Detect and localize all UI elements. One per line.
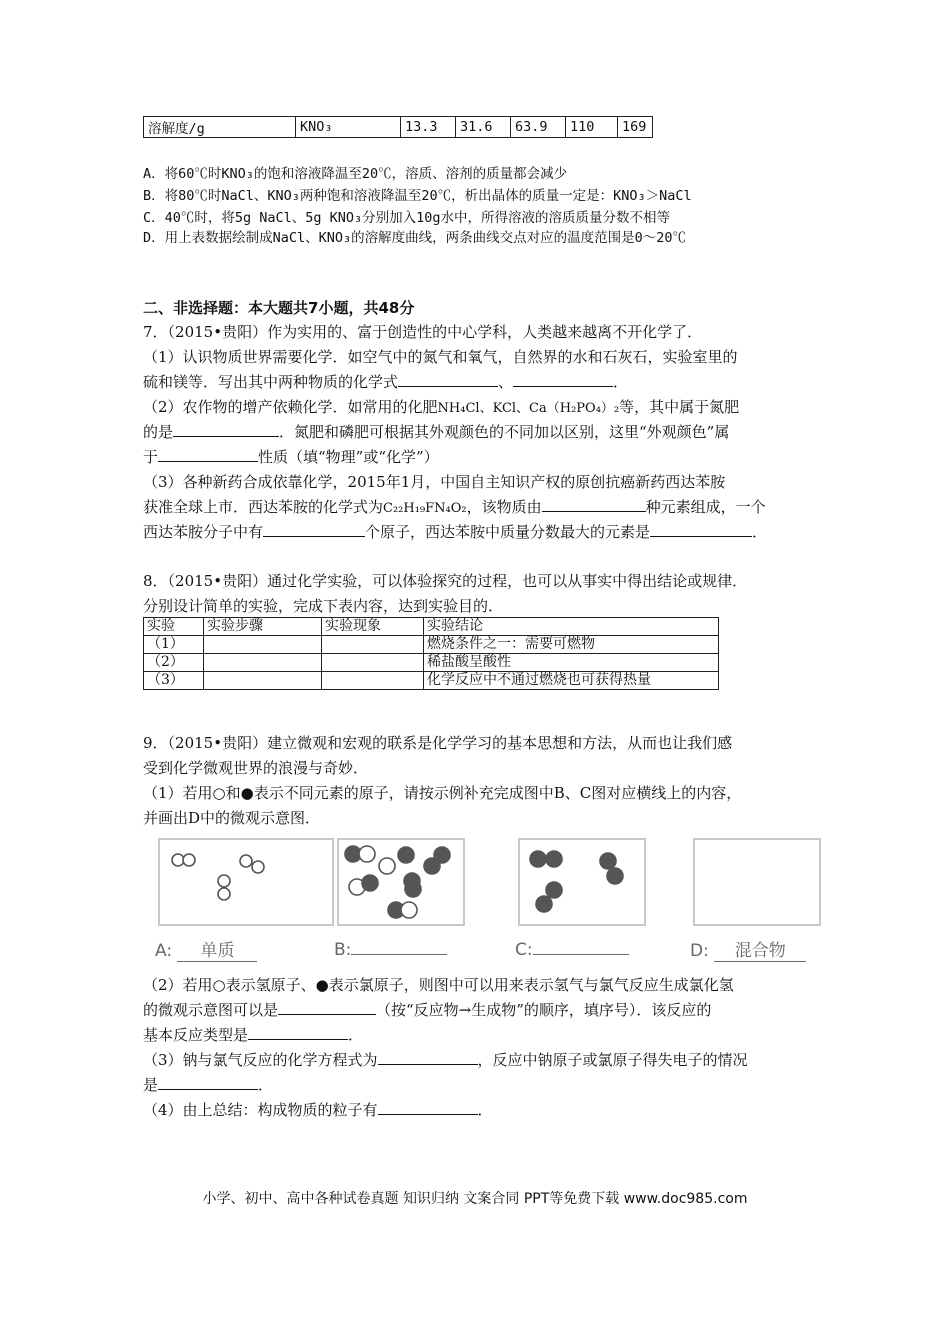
text: 个原子，西达苯胺中质量分数最大的元素是 [365,523,651,541]
text: （3）钠与氯气反应的化学方程式为 [143,1051,378,1069]
q9-line2: 受到化学微观世界的浪漫与奇妙． [143,759,369,777]
substance-cell: KNO₃ [296,117,401,138]
header-cell: 实验现象 [322,618,424,636]
answer-blank[interactable] [650,522,752,537]
cell[interactable] [322,636,424,654]
q7-p2b [143,422,729,442]
answer-blank[interactable] [378,1050,478,1065]
text: （1）若用○和 [143,784,241,802]
text: ．氮肥和磷肥可根据其外观颜色的不同加以区别，这里“外观颜色”属 [279,423,730,441]
answer-blank[interactable] [248,1025,348,1040]
label-a [155,936,257,962]
text: 的微观示意图可以是 [143,1001,279,1019]
text: 等，其中属于氮肥 [619,398,740,416]
diagram-b [339,840,463,924]
q8-intro: 8．（2015•贵阳）通过化学实验，可以体验探究的过程，也可以从事实中得出结论或规律． [143,572,748,590]
box-label: D: [690,941,709,961]
answer-blank[interactable] [378,1100,478,1115]
page-footer: 小学、初中、高中各种试卷真题 知识归纳 文案合同 PPT等免费下载 www.doc985.com [202,1191,748,1207]
box-label: B: [334,940,352,960]
text: 西达苯胺分子中有 [143,523,264,541]
section-title: 二、非选择题：本大题共7小题，共48分 [143,299,415,317]
q9-p3a [143,1050,748,1070]
q7-p3c [143,522,767,542]
q7-p3a: （3）各种新药合成依靠化学，2015年1月，中国自主知识产权的原创抗癌新药西达苯胺 [143,473,726,491]
text: 的是 [143,423,174,441]
q7-p2a [143,397,739,419]
table-row [144,117,653,138]
text: 基本反应类型是 [143,1026,249,1044]
text: 种元素组成，一个 [645,498,766,516]
value-cell: 63.9 [511,117,566,138]
cell: （2） [144,654,204,672]
box-label: C: [515,940,533,960]
cell[interactable] [322,672,424,690]
cell: （1） [144,636,204,654]
option-d: D．用上表数据绘制成NaCl、KNO₃的溶解度曲线，两条曲线交点对应的温度范围是0～20℃ [143,230,687,246]
answer-blank[interactable] [533,936,629,955]
text: ． [613,373,629,391]
diagram-box-d[interactable] [693,838,821,926]
row-label: 溶解度/g [144,117,296,138]
q9-p4 [143,1100,493,1120]
diagram-a [160,840,332,924]
header-cell: 实验 [144,618,204,636]
diagram-c [520,840,644,924]
text: 获准全球上市．西达苯胺的化学式为 [143,498,384,516]
formula: NH₄Cl、KCl、Ca（H₂PO₄）₂ [437,401,620,416]
cell[interactable] [204,636,322,654]
label-b [334,936,447,960]
answer-blank[interactable] [542,497,646,512]
cell[interactable] [204,654,322,672]
text: ． [348,1026,364,1044]
text: （4）由上总结：构成物质的粒子有 [143,1101,378,1119]
q7-p2c [143,447,439,467]
option-c: C．40℃时，将5g NaCl、5g KNO₃分别加入10g水中，所得溶液的溶质质量分数不相等 [143,210,671,226]
text: ，反应中钠原子或氯原子得失电子的情况 [477,1051,748,1069]
q9-p1b: 并画出D中的微观示意图． [143,809,321,827]
filled-circle-icon: ● [240,784,254,802]
q9-p2b [143,1000,711,1020]
header-cell: 实验步骤 [204,618,322,636]
text: （2）农作物的增产依赖化学．如常用的化肥 [143,398,438,416]
cell: 稀盐酸呈酸性 [424,654,719,672]
header-cell: 实验结论 [424,618,719,636]
value-cell: 169 [618,117,653,138]
answer-blank[interactable] [263,522,365,537]
option-a: A．将60℃时KNO₃的饱和溶液降温至20℃，溶质、溶剂的质量都会减少 [143,166,568,182]
cell[interactable] [204,672,322,690]
table-row [144,636,719,654]
diagram-box-c [518,838,646,926]
answer-blank[interactable] [173,422,279,437]
solubility-table [143,116,653,138]
experiment-table [143,617,719,690]
cell: （3） [144,672,204,690]
value-cell: 13.3 [401,117,456,138]
cell: 化学反应中不通过燃烧也可获得热量 [424,672,719,690]
text: ． [752,523,768,541]
answer-blank[interactable] [351,936,447,955]
text: ，该物质由 [466,498,542,516]
answer-blank[interactable] [158,447,258,462]
answer-blank[interactable] [278,1000,376,1015]
q9-p2a: （2）若用○表示氢原子、●表示氯原子，则图中可以用来表示氢气与氯气反应生成氯化氢 [143,976,734,994]
formula: C₂₂H₁₉FN₄O₂ [383,501,467,516]
answer-text: 混合物 [714,936,806,962]
answer-blank[interactable] [398,372,498,387]
q9-p3b [143,1075,273,1095]
text: 是 [143,1076,159,1094]
q7-p1b [143,372,628,392]
answer-text: 单质 [177,936,257,962]
label-c [515,936,629,960]
q9-p2c [143,1025,363,1045]
answer-blank[interactable] [513,372,613,387]
text: 硫和镁等．写出其中两种物质的化学式 [143,373,399,391]
text: 表示不同元素的原子，请按示例补充完成图中B、C图对应横线上的内容， [253,784,742,802]
text: 于 [143,448,159,466]
value-cell: 110 [566,117,618,138]
q8-line2: 分别设计简单的实验，完成下表内容，达到实验目的． [143,597,504,615]
diagram-box-a [158,838,334,926]
cell[interactable] [322,654,424,672]
option-b: B．将80℃时NaCl、KNO₃两种饱和溶液降温至20℃，析出晶体的质量一定是：KNO₃＞NaCl [143,188,692,204]
label-d [690,936,806,962]
text: 、 [498,373,514,391]
text: ． [258,1076,274,1094]
q9-intro: 9．（2015•贵阳）建立微观和宏观的联系是化学学习的基本思想和方法，从而也让我们感 [143,734,733,752]
q7-intro: 7．（2015•贵阳）作为实用的、富于创造性的中心学科，人类越来越离不开化学了． [143,323,703,341]
table-header-row [144,618,719,636]
q9-p1a [143,783,741,803]
text: 性质（填“物理”或“化学”） [258,448,439,466]
q7-p1a: （1）认识物质世界需要化学．如空气中的氮气和氧气，自然界的水和石灰石，实验室里的 [143,348,738,366]
text: （按“反应物→生成物”的顺序，填序号）．该反应的 [376,1001,712,1019]
q7-p3b [143,497,766,519]
value-cell: 31.6 [456,117,511,138]
diagram-box-b [337,838,465,926]
answer-blank[interactable] [158,1075,258,1090]
text: ． [477,1101,493,1119]
table-row [144,654,719,672]
cell: 燃烧条件之一：需要可燃物 [424,636,719,654]
box-label: A: [155,941,173,961]
table-row [144,672,719,690]
